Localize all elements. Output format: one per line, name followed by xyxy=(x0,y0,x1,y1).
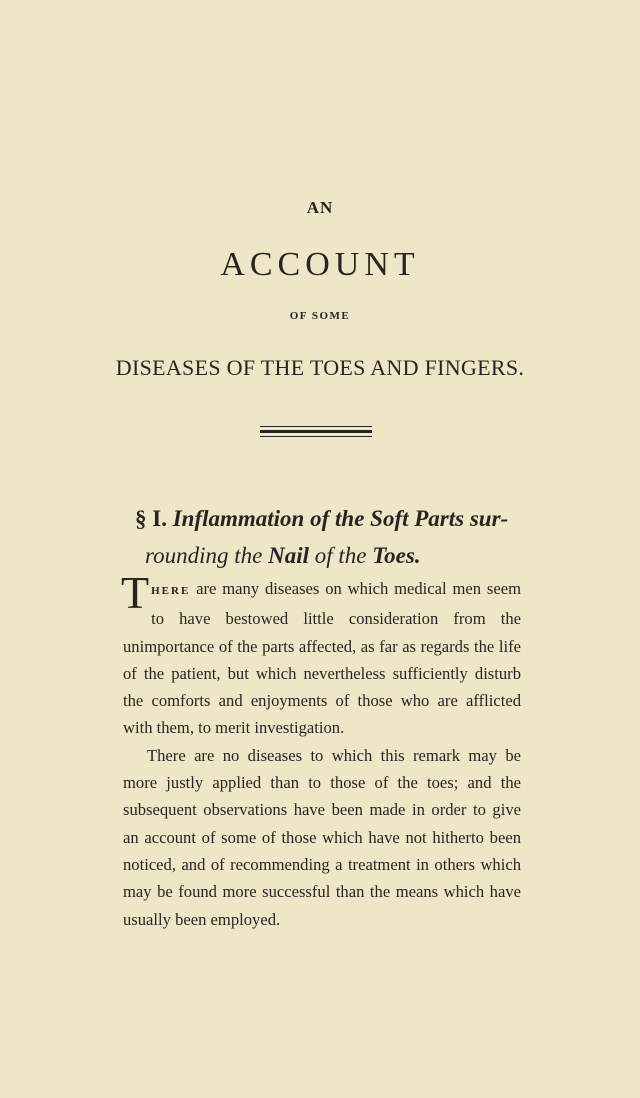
paragraph-2: There are no diseases to which this remark may be more justly applied than to those of the toes; and the subsequent observations have been made in order to give an account of some of those which have not hitherto been noticed, and of recommending a treatment in others which may be found more successful than the means which have usually been employed. xyxy=(123,745,521,929)
title-account: ACCOUNT xyxy=(220,246,420,283)
heading-part-b: Nail xyxy=(268,543,309,568)
drop-cap: T xyxy=(121,567,150,618)
heading-part-c: of the xyxy=(308,543,373,568)
title-rule-thick xyxy=(260,430,372,433)
section-heading-line2 xyxy=(135,537,555,574)
title-of-some: OF SOME xyxy=(289,310,351,322)
heading-part-a: rounding the xyxy=(145,543,269,568)
body-text xyxy=(121,567,521,933)
section-number: § I. xyxy=(135,506,167,531)
title-an: AN xyxy=(306,198,334,217)
heading-part-d: Toes. xyxy=(372,543,421,568)
small-caps-opening: HERE xyxy=(151,585,191,597)
section-heading xyxy=(135,500,555,574)
section-heading-line1: Inflammation of the Soft Parts sur- xyxy=(172,506,509,531)
paragraph-1 xyxy=(121,567,521,742)
title-rule-top xyxy=(260,426,372,427)
paragraph-1-text: are many diseases on which medical men seem to have bestowed little consideration from the unimportance of the parts affected, as far as regards the life of the patient, but which nevertheless sufficiently disturb the comforts and enjoyments of those who are afflicted with them, to merit investigation. xyxy=(123,579,521,738)
title-subject: DISEASES OF THE TOES AND FINGERS. xyxy=(115,355,525,380)
title-rule-bottom xyxy=(260,436,372,437)
